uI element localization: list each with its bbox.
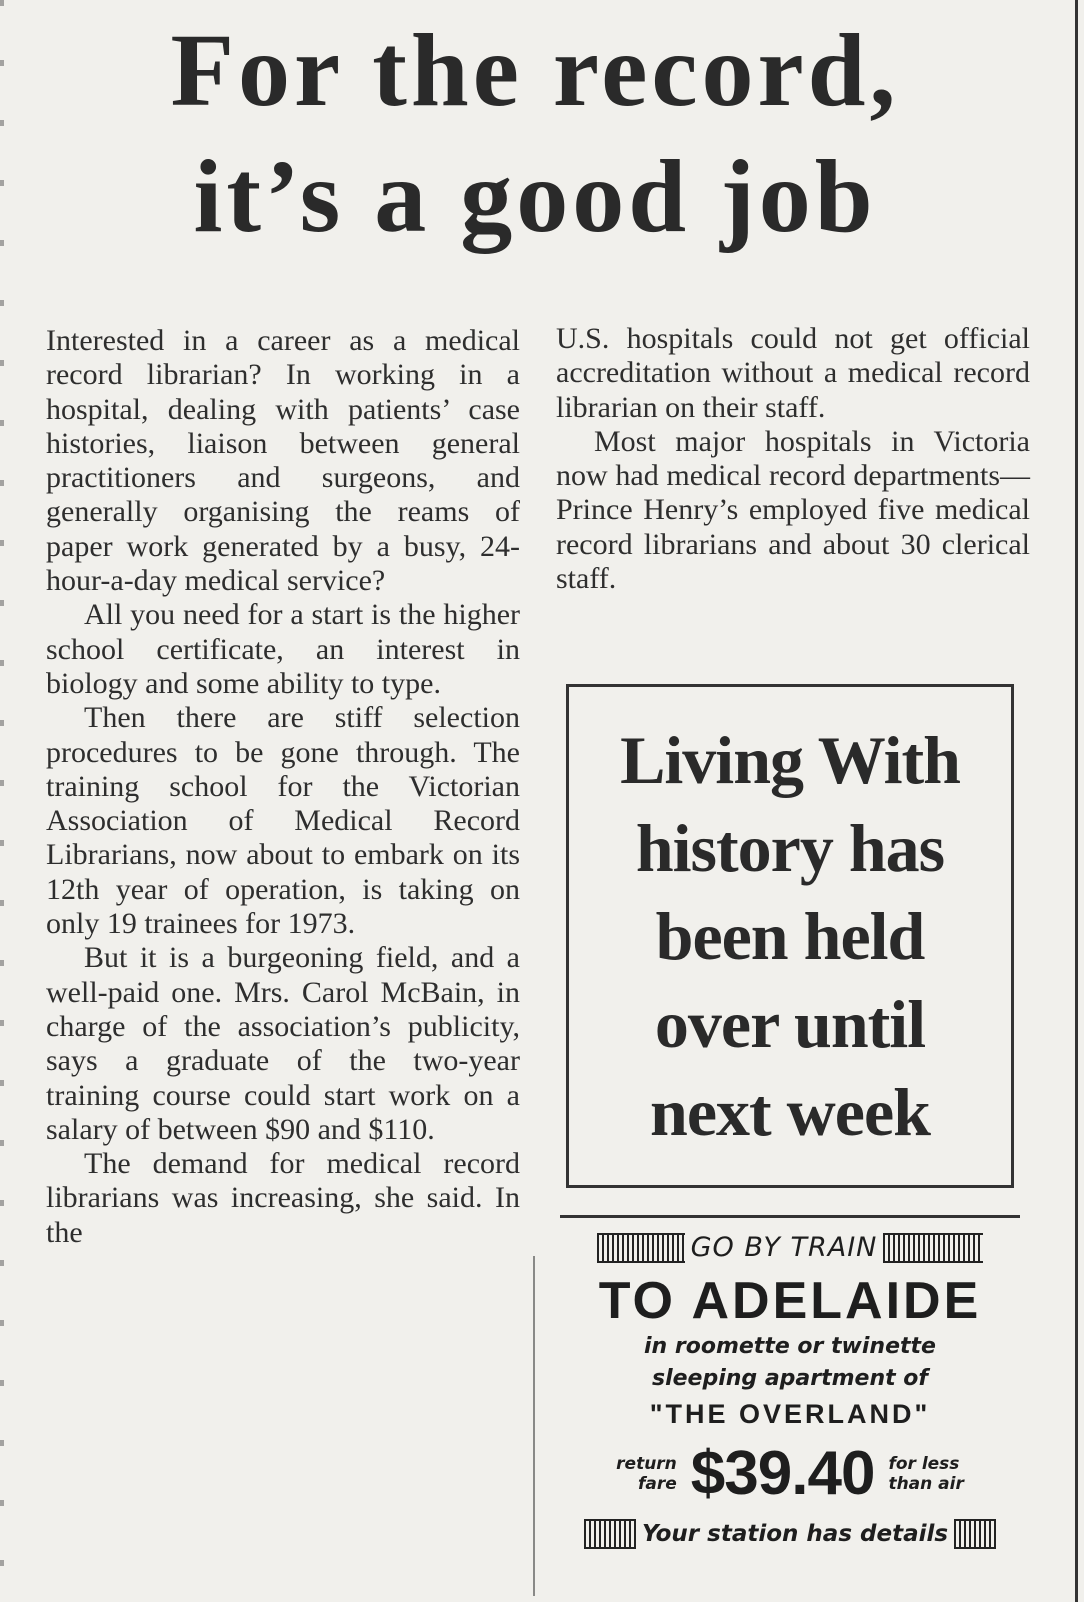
fare-comparison — [888, 1454, 963, 1494]
page-edge-right — [1075, 0, 1078, 1602]
article-paragraph: Interested in a career as a medical record librarian? In working in a hospital, dealing with patients’ case histories, liaison between general practitioners and surgeons, and generally organising the reams of paper work generated by a busy, 24-hour-a-day medical service? — [46, 324, 520, 598]
held-over-notice — [566, 684, 1014, 1188]
advert-top-rule — [560, 1215, 1020, 1218]
advert-price: $39.40 — [690, 1439, 875, 1508]
fare-label-line: return — [616, 1453, 677, 1474]
notice-line: over until — [654, 986, 926, 1062]
notice-line: history has — [635, 810, 945, 886]
advert-destination: TO ADELAIDE — [598, 1272, 982, 1330]
article-column-right — [556, 322, 1030, 596]
advert-train-name: "THE OVERLAND" — [649, 1399, 931, 1429]
advert-line: sleeping apartment of — [651, 1366, 928, 1391]
headline-line-2: it’s a good job — [193, 139, 877, 254]
advert-footer: Your station has details — [641, 1521, 949, 1547]
rail-track-icon — [954, 1519, 996, 1549]
article-column-left — [46, 324, 520, 1250]
article-paragraph: U.S. hospitals could not get official accreditation without a medical record librarian on their staff. — [556, 322, 1030, 424]
article-paragraph: Then there are stiff selection procedures to be gone through. The training school for the Victorian Association of Medical Record Librarians, now about to embark on its 12th year of operation, is taking on only 19 trainees for 1973. — [46, 701, 520, 941]
article-paragraph: All you need for a start is the higher school certificate, an interest in biology and some ability to type. — [46, 598, 520, 700]
fare-comparison-line: for less — [888, 1453, 960, 1474]
rail-track-icon — [597, 1233, 685, 1263]
article-paragraph: The demand for medical record librarians was increasing, she said. In the — [46, 1147, 520, 1249]
advert-price-row — [560, 1438, 1020, 1509]
column-divider — [533, 1256, 535, 1596]
rail-track-icon — [584, 1519, 636, 1549]
page-edge-left — [0, 0, 4, 1602]
headline — [30, 8, 1040, 260]
train-advert — [560, 1232, 1020, 1549]
notice-line: Living With — [620, 722, 960, 798]
rail-track-icon — [883, 1233, 983, 1263]
fare-label — [616, 1454, 677, 1494]
headline-line-1: For the record, — [170, 13, 900, 128]
fare-label-line: fare — [638, 1473, 677, 1494]
advert-slogan: GO BY TRAIN — [690, 1232, 878, 1263]
fare-comparison-line: than air — [888, 1473, 964, 1494]
notice-line: next week — [650, 1074, 930, 1150]
article-paragraph: But it is a burgeoning field, and a well-paid one. Mrs. Carol McBain, in charge of the association’s publicity, says a graduate of the two-year training course could start work on a salary of between $90 and $110. — [46, 941, 520, 1146]
advert-bottom-row — [560, 1519, 1020, 1549]
advert-top-row — [560, 1232, 1020, 1263]
notice-line: been held — [655, 898, 925, 974]
article-paragraph: Most major hospitals in Victoria now had medical record departments—Prince Henry’s employed five medical record librarians and about 30 clerical staff. — [556, 424, 1030, 596]
advert-line: in roomette or twinette — [644, 1334, 936, 1359]
